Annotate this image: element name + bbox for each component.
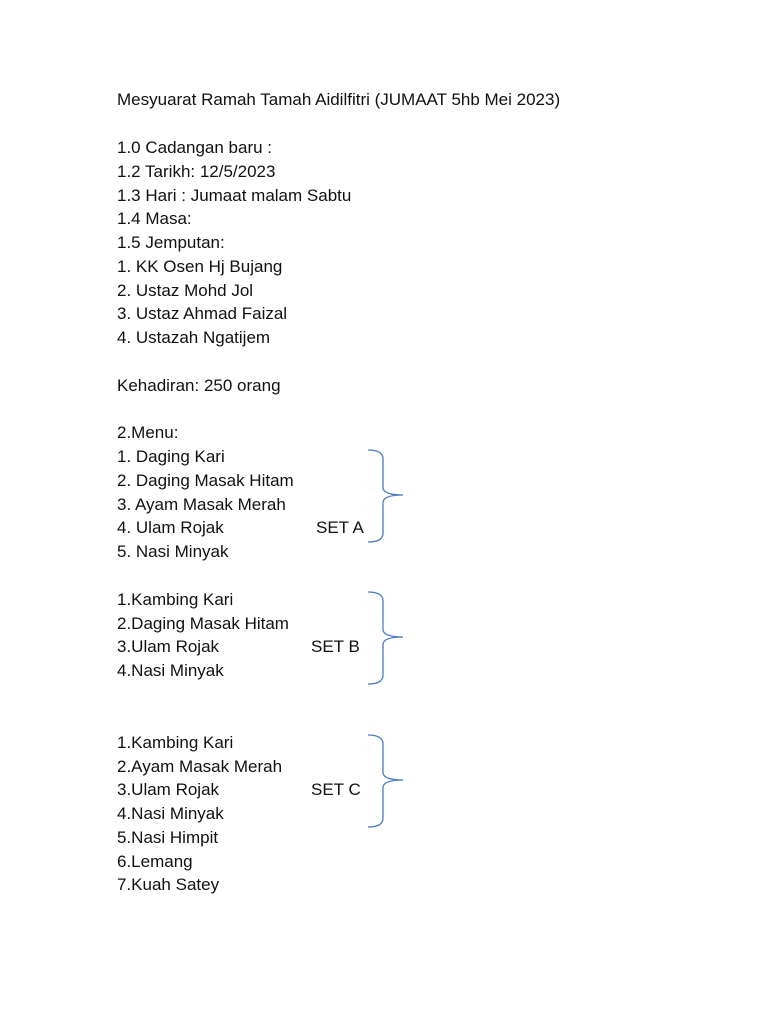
menu-item: 4.Nasi Minyak	[117, 661, 224, 680]
menu-item: 2.Ayam Masak Merah	[117, 757, 283, 776]
menu-heading: 2.Menu:	[117, 423, 179, 442]
menu-item: 3.Ulam Rojak	[117, 780, 220, 799]
proposal-line: 1.0 Cadangan baru :	[117, 138, 273, 157]
menu-item: 7.Kuah Satey	[117, 875, 220, 894]
menu-item: 5. Nasi Minyak	[117, 542, 229, 561]
set-a-brace	[365, 448, 407, 546]
set-b-label: SET B	[311, 637, 360, 656]
menu-item: 2.Daging Masak Hitam	[117, 614, 289, 633]
proposal-line: 1.5 Jemputan:	[117, 233, 225, 252]
proposal-line: 1.2 Tarikh: 12/5/2023	[117, 162, 276, 181]
guest-item: 2. Ustaz Mohd Jol	[117, 281, 254, 300]
attendance-line: Kehadiran: 250 orang	[117, 376, 281, 395]
guest-item: 3. Ustaz Ahmad Faizal	[117, 304, 288, 323]
menu-item: 5.Nasi Himpit	[117, 828, 219, 847]
document-title: Mesyuarat Ramah Tamah Aidilfitri (JUMAAT 5hb Mei 2023)	[117, 90, 561, 109]
menu-item: 4. Ulam Rojak	[117, 518, 224, 537]
menu-item: 3. Ayam Masak Merah	[117, 495, 286, 514]
menu-item: 2. Daging Masak Hitam	[117, 471, 294, 490]
set-c-brace	[365, 733, 407, 831]
menu-item: 4.Nasi Minyak	[117, 804, 224, 823]
menu-item: 3.Ulam Rojak	[117, 637, 220, 656]
guest-item: 1. KK Osen Hj Bujang	[117, 257, 283, 276]
menu-item: 1.Kambing Kari	[117, 733, 234, 752]
set-b-brace	[365, 590, 407, 688]
proposal-line: 1.4 Masa:	[117, 209, 192, 228]
set-a-label: SET A	[316, 518, 364, 537]
menu-item: 1.Kambing Kari	[117, 590, 234, 609]
menu-item: 6.Lemang	[117, 852, 193, 871]
menu-item: 1. Daging Kari	[117, 447, 225, 466]
guest-item: 4. Ustazah Ngatijem	[117, 328, 271, 347]
set-c-label: SET C	[311, 780, 361, 799]
proposal-line: 1.3 Hari : Jumaat malam Sabtu	[117, 186, 352, 205]
